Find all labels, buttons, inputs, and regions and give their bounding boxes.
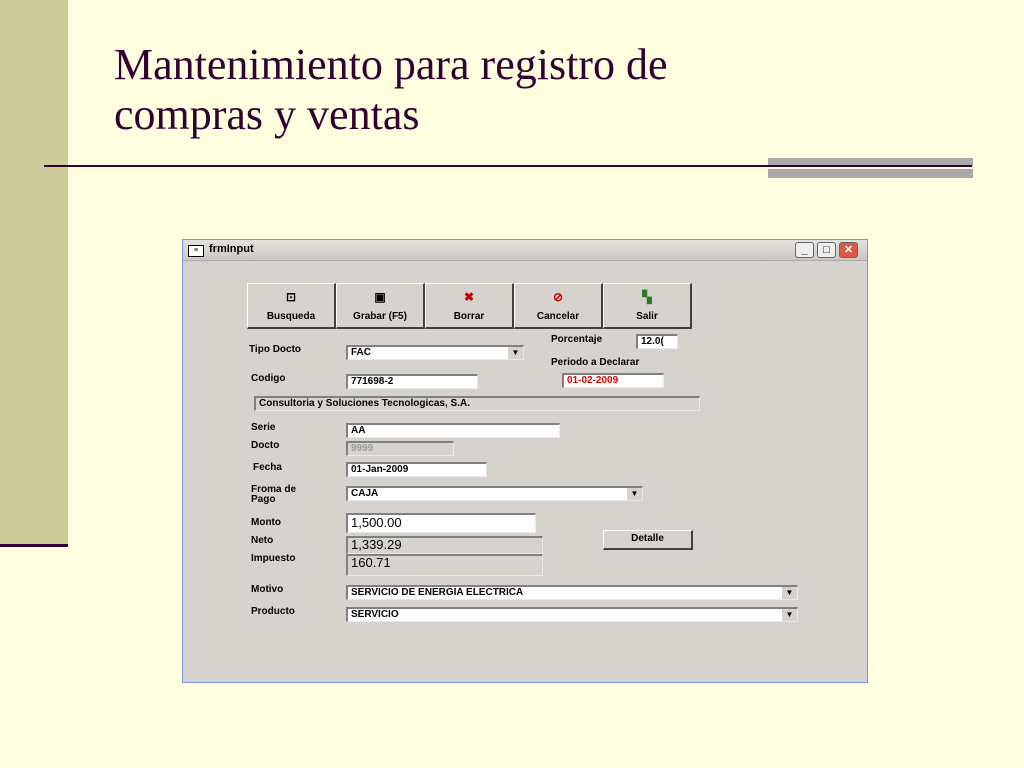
- producto-select[interactable]: [346, 607, 798, 622]
- codigo-label: Codigo: [251, 373, 286, 384]
- title-underline: [44, 165, 972, 167]
- forma-pago-label-line1: Froma de: [251, 484, 297, 495]
- delete-x-icon: ✖: [463, 290, 475, 304]
- exit-door-icon: ▚: [642, 290, 652, 304]
- floppy-disk-icon: ▣: [374, 290, 386, 304]
- window-title: frmInput: [209, 243, 254, 255]
- left-accent-line: [0, 544, 68, 547]
- forma-pago-label: [251, 485, 296, 505]
- serie-field[interactable]: AA: [346, 423, 560, 438]
- form-icon: ≡: [188, 245, 204, 257]
- maximize-button[interactable]: □: [817, 242, 836, 258]
- no-entry-icon: ⊘: [552, 290, 564, 304]
- fecha-label: Fecha: [253, 462, 282, 473]
- periodo-field[interactable]: 01-02-2009: [562, 373, 664, 388]
- tipo-docto-select[interactable]: [346, 345, 524, 360]
- borrar-label: Borrar: [453, 311, 485, 322]
- forma-pago-label-line2: Pago: [251, 494, 276, 505]
- impuesto-label: Impuesto: [251, 553, 296, 564]
- forma-pago-value: CAJA: [351, 488, 379, 499]
- slide-title: [114, 40, 874, 140]
- detalle-button[interactable]: Detalle: [603, 530, 693, 550]
- busqueda-label: Busqueda: [266, 311, 316, 322]
- close-button[interactable]: ✕: [839, 242, 858, 258]
- periodo-label: Periodo a Declarar: [551, 357, 640, 368]
- forma-pago-select[interactable]: [346, 486, 643, 501]
- busqueda-button[interactable]: [247, 283, 336, 329]
- monto-label: Monto: [251, 517, 281, 528]
- cancelar-button[interactable]: [514, 283, 603, 329]
- codigo-field[interactable]: 771698-2: [346, 374, 478, 389]
- porcentaje-field[interactable]: 12.0(: [636, 334, 678, 349]
- docto-label: Docto: [251, 440, 280, 451]
- neto-label: Neto: [251, 535, 274, 546]
- chevron-down-icon[interactable]: ▼: [781, 609, 797, 621]
- borrar-button[interactable]: [425, 283, 514, 329]
- tipo-docto-label: Tipo Docto: [249, 344, 302, 355]
- neto-field: 1,339.29: [346, 536, 543, 554]
- motivo-label: Motivo: [251, 584, 284, 595]
- salir-button[interactable]: [603, 283, 692, 329]
- window-titlebar[interactable]: [183, 240, 867, 261]
- motivo-select[interactable]: [346, 585, 798, 600]
- razon-social-field: Consultoria y Soluciones Tecnologicas, S.A.: [254, 396, 700, 411]
- chevron-down-icon[interactable]: ▼: [507, 347, 523, 359]
- serie-label: Serie: [251, 422, 276, 433]
- porcentaje-label: Porcentaje: [551, 334, 603, 345]
- monto-field[interactable]: 1,500.00: [346, 513, 536, 533]
- slide-title-line2: compras y ventas: [114, 90, 420, 139]
- chevron-down-icon[interactable]: ▼: [781, 587, 797, 599]
- docto-field[interactable]: 9999: [346, 441, 454, 456]
- fecha-field[interactable]: 01-Jan-2009: [346, 462, 487, 477]
- frminput-window: [182, 239, 868, 683]
- tipo-docto-value: FAC: [351, 347, 371, 358]
- minimize-button[interactable]: _: [795, 242, 814, 258]
- salir-label: Salir: [636, 311, 658, 322]
- producto-label: Producto: [251, 606, 295, 617]
- toolbar: [247, 283, 695, 329]
- impuesto-field: 160.71: [346, 554, 543, 576]
- grabar-button[interactable]: [336, 283, 425, 329]
- left-accent-bar: [0, 0, 68, 545]
- chevron-down-icon[interactable]: ▼: [626, 488, 642, 500]
- slide-title-line1: Mantenimiento para registro de: [114, 40, 668, 89]
- grabar-label: Grabar (F5): [353, 311, 407, 322]
- motivo-value: SERVICIO DE ENERGIA ELECTRICA: [351, 587, 524, 598]
- binoculars-icon: ⊡: [285, 290, 297, 304]
- cancelar-label: Cancelar: [536, 311, 580, 322]
- producto-value: SERVICIO: [351, 609, 399, 620]
